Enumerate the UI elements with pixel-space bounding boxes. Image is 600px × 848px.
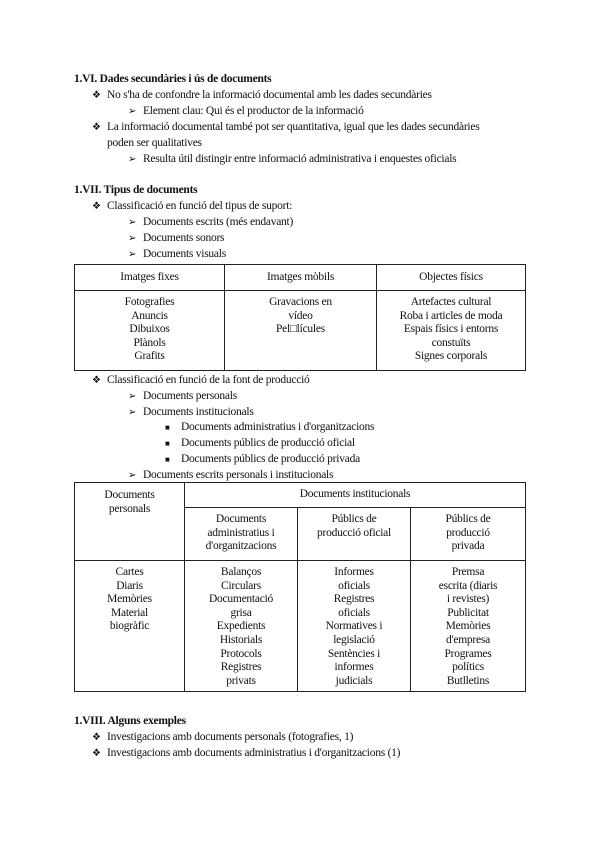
bullet-text: Classificació en funció del tipus de suport: — [107, 200, 293, 212]
bullet — [92, 373, 310, 388]
bullet-text: No s'ha de confondre la informació documental amb les dades secundàries — [107, 89, 432, 101]
table-cell: Gravacions en vídeo Pel□lícules — [225, 291, 377, 371]
bullet-text: Element clau: Qui és el productor de la informació — [143, 105, 364, 117]
bullet-text: Documents administratius i d'organitzacions — [181, 421, 375, 433]
diamond-bullet-icon: ❖ — [92, 201, 101, 212]
arrow-bullet-icon: ➢ — [128, 391, 137, 402]
bullet-text: Documents institucionals — [143, 406, 254, 418]
bullet — [92, 120, 479, 135]
written-documents-table — [74, 482, 526, 692]
bullet-text: Documents escrits (més endavant) — [143, 216, 294, 228]
table-cell: Cartes Diaris Memòries Material biogràfic — [75, 561, 185, 692]
bullet-text: La informació documental també pot ser quantitativa, igual que les dades secundàries — [107, 121, 480, 133]
bullet — [92, 199, 292, 214]
bullet-text: Documents sonors — [143, 232, 225, 244]
sub-bullet — [128, 468, 333, 483]
diamond-bullet-icon: ❖ — [92, 748, 101, 759]
bullet-text: Classificació en funció de la font de producció — [107, 374, 310, 386]
section-heading-7: 1.VII. Tipus de documents — [74, 184, 198, 196]
arrow-bullet-icon: ➢ — [128, 233, 137, 244]
section-heading-8: 1.VIII. Alguns exemples — [74, 715, 186, 727]
table-cell: Artefactes cultural Roba i articles de moda Espais físics i entorns constuïts Signes corporals — [377, 291, 526, 371]
bullet-text-continued: poden ser qualitatives — [107, 137, 202, 149]
bullet-text: Documents públics de producció privada — [181, 453, 360, 465]
support-types-table — [74, 264, 526, 371]
table-cell: Fotografies Anuncis Dibuixos Plànols Grafits — [75, 291, 225, 371]
diamond-bullet-icon: ❖ — [92, 90, 101, 101]
table-header: Públics de producció privada — [411, 508, 526, 561]
diamond-bullet-icon: ❖ — [92, 732, 101, 743]
sub-sub-bullet — [165, 452, 360, 467]
sub-bullet — [128, 231, 224, 246]
table-header: Imatges fixes — [75, 265, 225, 291]
bullet-text: Documents personals — [143, 390, 237, 402]
arrow-bullet-icon: ➢ — [128, 249, 137, 260]
section-heading-6: 1.VI. Dades secundàries i ús de documents — [74, 73, 272, 85]
arrow-bullet-icon: ➢ — [128, 470, 137, 481]
bullet-text: Documents públics de producció oficial — [181, 437, 355, 449]
sub-sub-bullet — [165, 420, 374, 435]
arrow-bullet-icon: ➢ — [128, 407, 137, 418]
diamond-bullet-icon: ❖ — [92, 375, 101, 386]
sub-bullet — [128, 247, 226, 262]
square-bullet-icon: ■ — [165, 455, 170, 464]
bullet — [92, 746, 400, 761]
bullet — [92, 730, 353, 745]
sub-bullet — [128, 389, 237, 404]
arrow-bullet-icon: ➢ — [128, 217, 137, 228]
bullet-text: Resulta útil distingir entre informació administrativa i enquestes oficials — [143, 153, 457, 165]
table-cell: Premsa escrita (diaris i revistes) Publicitat Memòries d'empresa Programes polítics Butlletins — [411, 561, 526, 692]
square-bullet-icon: ■ — [165, 439, 170, 448]
sub-sub-bullet — [165, 436, 355, 451]
table-header: Documents personals — [75, 483, 185, 561]
square-bullet-icon: ■ — [165, 423, 170, 432]
bullet-text: Investigacions amb documents administratius i d'organitzacions (1) — [107, 747, 401, 759]
bullet-text: Documents escrits personals i institucionals — [143, 469, 334, 481]
table-header: Objectes físics — [377, 265, 526, 291]
table-header: Documents administratius i d'organitzacions — [185, 508, 298, 561]
sub-bullet — [128, 104, 364, 119]
table-cell: Informes oficials Registres oficials Normatives i legislació Sentències i informes judicials — [298, 561, 411, 692]
sub-bullet — [128, 405, 254, 420]
bullet-text: Investigacions amb documents personals (fotografies, 1) — [107, 731, 354, 743]
diamond-bullet-icon: ❖ — [92, 122, 101, 133]
table-cell: Balanços Circulars Documentació grisa Expedients Historials Protocols Registres privats — [185, 561, 298, 692]
table-header: Documents institucionals — [185, 483, 526, 508]
arrow-bullet-icon: ➢ — [128, 106, 137, 117]
sub-bullet — [128, 215, 293, 230]
arrow-bullet-icon: ➢ — [128, 154, 137, 165]
sub-bullet — [128, 152, 456, 167]
bullet — [92, 88, 432, 103]
table-header: Públics de producció oficial — [298, 508, 411, 561]
table-header: Imatges mòbils — [225, 265, 377, 291]
bullet-text: Documents visuals — [143, 248, 226, 260]
